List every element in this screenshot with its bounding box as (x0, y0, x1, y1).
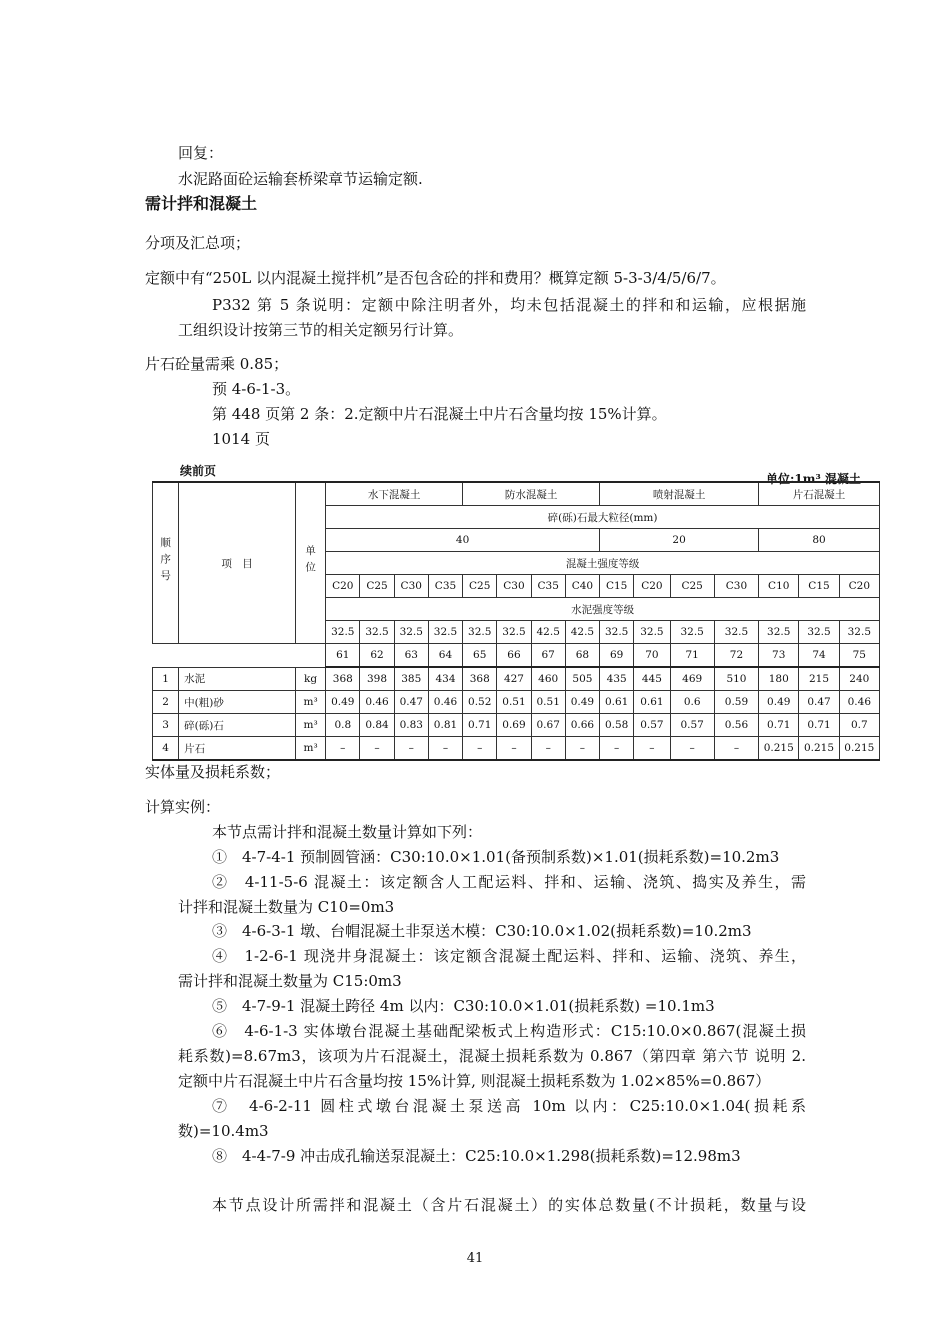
grade-cell: C30 (394, 575, 428, 598)
value-cell: 398 (360, 667, 394, 691)
value-cell: 0.52 (463, 691, 497, 714)
value-cell: 0.61 (634, 691, 670, 714)
calc-item-1: ① 4-7-4-1 预制圆管涵：C30:10.0×1.01(备预制系数)×1.01(损耗系数)=10.2m3 (212, 848, 780, 866)
cement-grade-cell: 32.5 (839, 621, 879, 644)
value-cell: 0.69 (497, 714, 531, 737)
value-cell: 215 (799, 667, 839, 691)
value-cell: 427 (497, 667, 531, 691)
grade-cell: C30 (497, 575, 531, 598)
calc-item-2a: ② 4-11-5-6 混凝土：该定额含人工配运料、拌和、运输、浇筑、捣实及养生，需 (212, 873, 806, 891)
quota-table (152, 481, 880, 761)
table-caption-right: 单位:1m³ 混凝土 (766, 472, 861, 486)
cement-grade-cell: 42.5 (531, 621, 565, 644)
calc-item-2b: 计拌和混凝土数量为 C10=0m3 (178, 898, 395, 916)
value-cell: 434 (428, 667, 462, 691)
q1-question: 定额中有“250L 以内混凝土搅拌机”是否包含砼的拌和费用？概算定额 5-3-3/4/5/6/7。 (145, 269, 726, 287)
value-cell: 180 (759, 667, 799, 691)
calc-item-4a: ④ 1-2-6-1 现浇井身混凝土：该定额含混凝土配运料、拌和、运输、浇筑、养生， (212, 947, 806, 965)
value-cell: 0.81 (428, 714, 462, 737)
grade-cell: C20 (839, 575, 879, 598)
cement-grade-cell: 32.5 (759, 621, 799, 644)
calc-item-4b: 需计拌和混凝土数量为 C15:0m3 (178, 972, 402, 990)
value-cell: – (670, 737, 714, 761)
header-seq-label: 顺序号 (159, 536, 172, 587)
value-cell: 0.215 (839, 737, 879, 761)
value-cell: – (714, 737, 758, 761)
column-number-cell: 63 (394, 644, 428, 668)
value-cell: 0.67 (531, 714, 565, 737)
value-cell: – (497, 737, 531, 761)
column-number-cell: 73 (759, 644, 799, 668)
row-number-cell: 2 (153, 691, 179, 714)
cement-grade-cell: 32.5 (714, 621, 758, 644)
value-cell: 445 (634, 667, 670, 691)
cement-grade-cell: 32.5 (497, 621, 531, 644)
reply-text: 水泥路面砼运输套桥梁章节运输定额. (178, 170, 423, 188)
column-number-cell: 69 (600, 644, 634, 668)
grade-cell: C15 (799, 575, 839, 598)
calc-item-8: ⑧ 4-4-7-9 冲击成孔输送泵混凝土：C25:10.0×1.298(损耗系数)=12.98m3 (212, 1147, 741, 1165)
q2-line3: 1014 页 (212, 430, 270, 448)
reply-label: 回复： (178, 144, 224, 162)
row-item-cell: 片石 (179, 737, 296, 761)
value-cell: 0.47 (799, 691, 839, 714)
value-cell: 368 (463, 667, 497, 691)
row-unit-cell: m³ (295, 737, 325, 761)
calc-item-3: ③ 4-6-3-1 墩、台帽混凝土非泵送木模：C30:10.0×1.02(损耗系数)=10.2m3 (212, 922, 752, 940)
value-cell: 0.84 (360, 714, 394, 737)
agg-size: 80 (759, 529, 880, 552)
value-cell: 0.51 (531, 691, 565, 714)
grade-cell: C35 (531, 575, 565, 598)
group-header: 防水混凝土 (463, 482, 600, 506)
table-row (153, 737, 880, 761)
row-item-cell: 中(粗)砂 (179, 691, 296, 714)
column-number-cell: 61 (326, 644, 360, 668)
calc-item-6c: 定额中片石混凝土中片石含量均按 15%计算, 则混凝土损耗系数为 1.02×85%=0.867） (178, 1072, 771, 1090)
column-number-cell: 72 (714, 644, 758, 668)
value-cell: – (634, 737, 670, 761)
aggregate-header: 碎(砾)石最大粒径(mm) (326, 506, 880, 529)
spacer-cell (153, 644, 326, 668)
cement-grade-cell: 32.5 (394, 621, 428, 644)
agg-size: 20 (600, 529, 759, 552)
cement-grade-cell: 32.5 (463, 621, 497, 644)
value-cell: 0.8 (326, 714, 360, 737)
column-number-cell: 66 (497, 644, 531, 668)
grade-cell: C10 (759, 575, 799, 598)
value-cell: 0.46 (839, 691, 879, 714)
entity-label: 实体量及损耗系数； (145, 763, 281, 781)
value-cell: 0.56 (714, 714, 758, 737)
value-cell: 0.51 (497, 691, 531, 714)
grade-cell: C25 (670, 575, 714, 598)
value-cell: 0.71 (799, 714, 839, 737)
value-cell: 0.66 (565, 714, 599, 737)
value-cell: 0.7 (839, 714, 879, 737)
column-number-cell: 65 (463, 644, 497, 668)
q1-answer-line1: P332 第 5 条说明：定额中除注明者外，均未包括混凝土的拌和和运输，应根据施 (212, 296, 806, 314)
row-number-cell: 1 (153, 667, 179, 691)
value-cell: 0.6 (670, 691, 714, 714)
row-unit-cell: m³ (295, 714, 325, 737)
header-item: 项 目 (179, 482, 296, 644)
cement-grade-cell: 32.5 (634, 621, 670, 644)
table-row (153, 667, 880, 691)
column-number-cell: 70 (634, 644, 670, 668)
value-cell: 0.215 (799, 737, 839, 761)
header-unit-label: 单位 (304, 545, 317, 578)
value-cell: 385 (394, 667, 428, 691)
value-cell: – (531, 737, 565, 761)
column-number-cell: 71 (670, 644, 714, 668)
value-cell: – (326, 737, 360, 761)
cement-grade-cell: 32.5 (600, 621, 634, 644)
grade-cell: C20 (326, 575, 360, 598)
column-number-cell: 62 (360, 644, 394, 668)
grade-cell: C35 (428, 575, 462, 598)
grade-cell: C25 (463, 575, 497, 598)
strength-header: 混凝土强度等级 (326, 552, 880, 575)
value-cell: 510 (714, 667, 758, 691)
grade-cell: C40 (565, 575, 599, 598)
value-cell: 0.61 (600, 691, 634, 714)
row-item-cell: 水泥 (179, 667, 296, 691)
value-cell: 435 (600, 667, 634, 691)
row-item-cell: 碎(砾)石 (179, 714, 296, 737)
cement-grade-cell: 32.5 (360, 621, 394, 644)
value-cell: – (600, 737, 634, 761)
agg-size: 40 (326, 529, 600, 552)
value-cell: 0.49 (759, 691, 799, 714)
value-cell: 0.57 (670, 714, 714, 737)
cement-grade-cell: 42.5 (565, 621, 599, 644)
value-cell: 368 (326, 667, 360, 691)
value-cell: 240 (839, 667, 879, 691)
value-cell: 0.59 (714, 691, 758, 714)
calc-item-7b: 数)=10.4m3 (178, 1122, 269, 1140)
value-cell: 0.46 (428, 691, 462, 714)
value-cell: – (394, 737, 428, 761)
value-cell: 0.83 (394, 714, 428, 737)
grade-cell: C20 (634, 575, 670, 598)
cement-grade-cell: 32.5 (799, 621, 839, 644)
grade-cell: C15 (600, 575, 634, 598)
row-unit-cell: kg (295, 667, 325, 691)
cement-header: 水泥强度等级 (326, 598, 880, 621)
q2-line1: 预 4-6-1-3。 (212, 380, 301, 398)
value-cell: 0.49 (565, 691, 599, 714)
subitem-label: 分项及汇总项； (145, 234, 251, 252)
column-number-cell: 68 (565, 644, 599, 668)
value-cell: 0.57 (634, 714, 670, 737)
value-cell: 0.47 (394, 691, 428, 714)
final-line: 本节点设计所需拌和混凝土（含片石混凝土）的实体总数量(不计损耗，数量与设 (212, 1196, 806, 1214)
row-number-cell: 4 (153, 737, 179, 761)
table-row (153, 691, 880, 714)
group-header: 喷射混凝土 (600, 482, 759, 506)
cement-grade-cell: 32.5 (428, 621, 462, 644)
table-row (153, 714, 880, 737)
group-header: 水下混凝土 (326, 482, 463, 506)
value-cell: 0.215 (759, 737, 799, 761)
calc-label: 计算实例： (145, 798, 221, 816)
header-unit (295, 482, 325, 644)
group-header: 片石混凝土 (759, 482, 880, 506)
grade-cell: C25 (360, 575, 394, 598)
cement-grade-cell: 32.5 (326, 621, 360, 644)
page-number: 41 (466, 1251, 484, 1266)
value-cell: – (463, 737, 497, 761)
value-cell: 0.46 (360, 691, 394, 714)
column-number-cell: 74 (799, 644, 839, 668)
grade-cell: C30 (714, 575, 758, 598)
cement-grade-cell: 32.5 (670, 621, 714, 644)
value-cell: – (360, 737, 394, 761)
calc-item-5: ⑤ 4-7-9-1 混凝土跨径 4m 以内：C30:10.0×1.01(损耗系数) =10.1m3 (212, 997, 715, 1015)
q2-question: 片石砼量需乘 0.85； (145, 355, 289, 373)
value-cell: 460 (531, 667, 565, 691)
value-cell: – (565, 737, 599, 761)
value-cell: – (428, 737, 462, 761)
q1-answer-line2: 工组织设计按第三节的相关定额另行计算。 (178, 321, 464, 339)
header-seq (153, 482, 179, 644)
value-cell: 505 (565, 667, 599, 691)
calc-item-6a: ⑥ 4-6-1-3 实体墩台混凝土基础配梁板式上构造形式：C15:10.0×0.867(混凝土损 (212, 1022, 806, 1040)
value-cell: 0.58 (600, 714, 634, 737)
section-title: 需计拌和混凝土 (145, 194, 258, 213)
row-number-cell: 3 (153, 714, 179, 737)
column-number-cell: 64 (428, 644, 462, 668)
calc-item-6b: 耗系数)=8.67m3，该项为片石混凝土，混凝土损耗系数为 0.867（第四章 第六节 说明 2. (178, 1047, 806, 1065)
value-cell: 0.49 (326, 691, 360, 714)
column-number-cell: 67 (531, 644, 565, 668)
value-cell: 0.71 (463, 714, 497, 737)
column-number-cell: 75 (839, 644, 879, 668)
row-unit-cell: m³ (295, 691, 325, 714)
value-cell: 0.71 (759, 714, 799, 737)
calc-intro: 本节点需计拌和混凝土数量计算如下列： (212, 823, 483, 841)
calc-item-7a: ⑦ 4-6-2-11 圆柱式墩台混凝土泵送高 10m 以内：C25:10.0×1.04(损耗系 (212, 1097, 806, 1115)
q2-line2: 第 448 页第 2 条：2.定额中片石混凝土中片石含量均按 15%计算。 (212, 405, 667, 423)
table-caption-left: 续前页 (180, 464, 217, 478)
value-cell: 469 (670, 667, 714, 691)
